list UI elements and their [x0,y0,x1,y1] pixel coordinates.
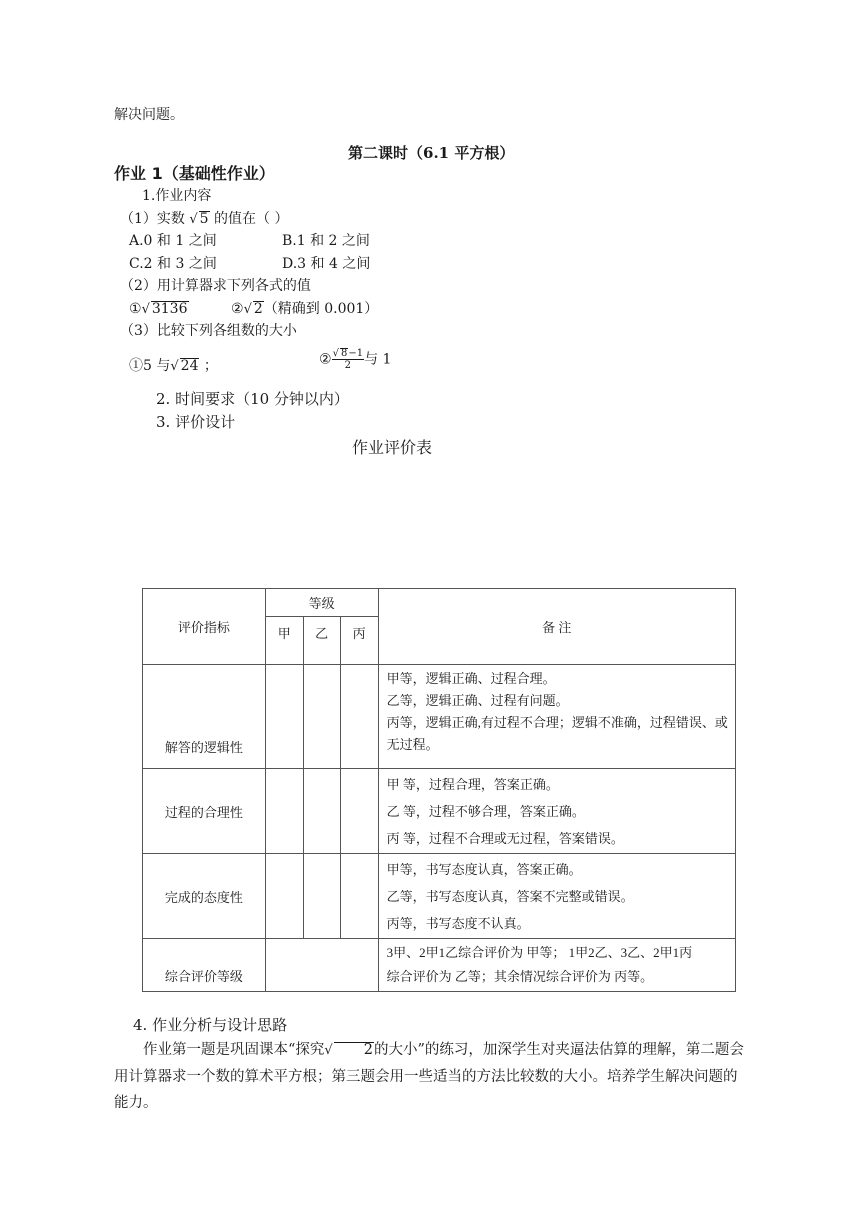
fraction-denominator: 2 [344,360,351,371]
question-3-part-b-mark: ② [319,351,332,368]
row-notes [378,854,735,939]
table-summary-row [143,939,736,992]
item-3-evaluation: 3. 评价设计 [156,413,236,431]
option-c: C.2 和 3 之间 [129,256,217,272]
summary-grade-cell [265,939,378,992]
question-2-part-a-mark: ① [129,301,142,317]
note-line: 甲 等，过程合理，答案正确。 [386,777,559,792]
header-grade: 等级 [265,589,378,617]
grade-cell-c [340,665,378,769]
question-1: （1）实数 √ 5 的值在（ ） [120,211,289,227]
item-1-label: 1.作业内容 [142,188,212,204]
note-line: 甲等，逻辑正确、过程合理。 [386,671,556,686]
row-notes [378,769,735,854]
homework-heading: 作业 1（基础性作业） [114,164,275,183]
question-2-part-b-radicand: 2 [253,301,263,317]
question-3-part-b [319,348,391,371]
fraction-numerator-radicand: 8 [340,348,348,359]
table-row [143,769,736,854]
question-3-part-a-radicand: 24 [180,358,199,374]
question-1-prefix: （1）实数 [120,211,190,227]
grade-c-header: 丙 [340,617,378,665]
question-1-suffix: 的值在（ ） [209,211,289,227]
question-3-part-a: ①5 与√ 24 ； [129,358,218,374]
analysis-paragraph: 作业第一题是巩固课本“探究√ 2的大小”的练习，加深学生对夹逼法估算的理解，第二题会用计算器求一个数的算术平方根；第三题会用一些适当的方法比较数的大小。培养学生解决问题的能力。 [114,1042,744,1111]
note-line: 丙 等，过程不合理或无过程，答案错误。 [386,831,624,846]
question-2-part-b-mark: ② [231,301,244,317]
table-title: 作业评价表 [352,438,433,457]
question-2-stem: （2）用计算器求下列各式的值 [120,278,311,294]
grade-cell-b [303,854,340,939]
item-4-analysis-heading: 4. 作业分析与设计思路 [133,1016,288,1034]
row-label: 过程的合理性 [143,769,266,854]
grade-b-header: 乙 [303,617,340,665]
fraction: $\frac{√ 8-1}{2}$ [332,348,364,371]
note-line: 甲等，书写态度认真，答案正确。 [386,862,582,877]
question-3-part-a-post: ； [199,358,218,374]
summary-label: 综合评价等级 [143,939,266,992]
question-2-part-a-radicand: 3136 [151,301,188,317]
summary-notes [378,939,735,992]
lesson-title: 第二课时（6.1 平方根） [348,144,515,162]
question-3-part-a-pre: 5 与 [143,358,171,374]
note-line: 乙等，书写态度认真，答案不完整或错误。 [386,889,634,904]
option-b: B.1 和 2 之间 [282,233,370,249]
analysis-radicand: 2 [334,1042,374,1057]
note-line: 丙等，逻辑正确,有过程不合理；逻辑不准确，过程错误、或无过程。 [386,715,728,752]
option-d: D.3 和 4 之间 [282,256,371,272]
grade-cell-a [265,769,303,854]
question-3-stem: （3）比较下列各组数的大小 [120,323,297,339]
header-indicator: 评价指标 [143,589,266,665]
grade-cell-b [303,665,340,769]
evaluation-table [142,588,736,992]
question-3-part-a-mark: ① [129,358,143,374]
top-text: 解决问题。 [114,107,184,123]
question-2-part-a: ①√ 3136 [129,301,188,317]
summary-line: 综合评价为 乙等；其余情况综合评价为 丙等。 [386,969,654,984]
option-a: A.0 和 1 之间 [129,233,217,249]
row-label: 解答的逻辑性 [143,665,266,769]
analysis-text-post: 的大小”的练习，加深学生对夹逼法估算的理解，第二题会用计算器求一个数的算术平方根；第三题会用一些适当的方法比较数的大小。培养学生解决问题的能力。 [114,1042,744,1111]
grade-cell-a [265,665,303,769]
table-header-row [143,589,736,617]
question-2-part-b-note: （精确到 0.001） [263,301,379,317]
note-line: 乙 等，过程不够合理，答案正确。 [386,804,585,819]
note-line: 丙等，书写态度不认真。 [386,916,530,931]
row-notes [378,665,735,769]
question-3-part-b-post: 与 1 [364,351,392,368]
question-1-radicand: 5 [199,211,209,227]
grade-a-header: 甲 [265,617,303,665]
note-line: 乙等，逻辑正确、过程有问题。 [386,693,569,708]
summary-line: 3甲、2甲1乙综合评价为 甲等； 1甲2乙、3乙、2甲1丙 [386,945,693,960]
analysis-text-pre: 作业第一题是巩固课本“探究 [143,1042,325,1058]
item-2-time: 2. 时间要求（10 分钟以内） [156,390,349,408]
header-note: 备 注 [378,589,735,665]
fraction-numerator-rest: −1 [348,348,364,359]
table-row [143,665,736,769]
row-label: 完成的态度性 [143,854,266,939]
grade-cell-c [340,854,378,939]
grade-cell-c [340,769,378,854]
table-row [143,854,736,939]
grade-cell-b [303,769,340,854]
grade-cell-a [265,854,303,939]
question-2-part-b: ②√ 2（精确到 0.001） [231,301,379,317]
